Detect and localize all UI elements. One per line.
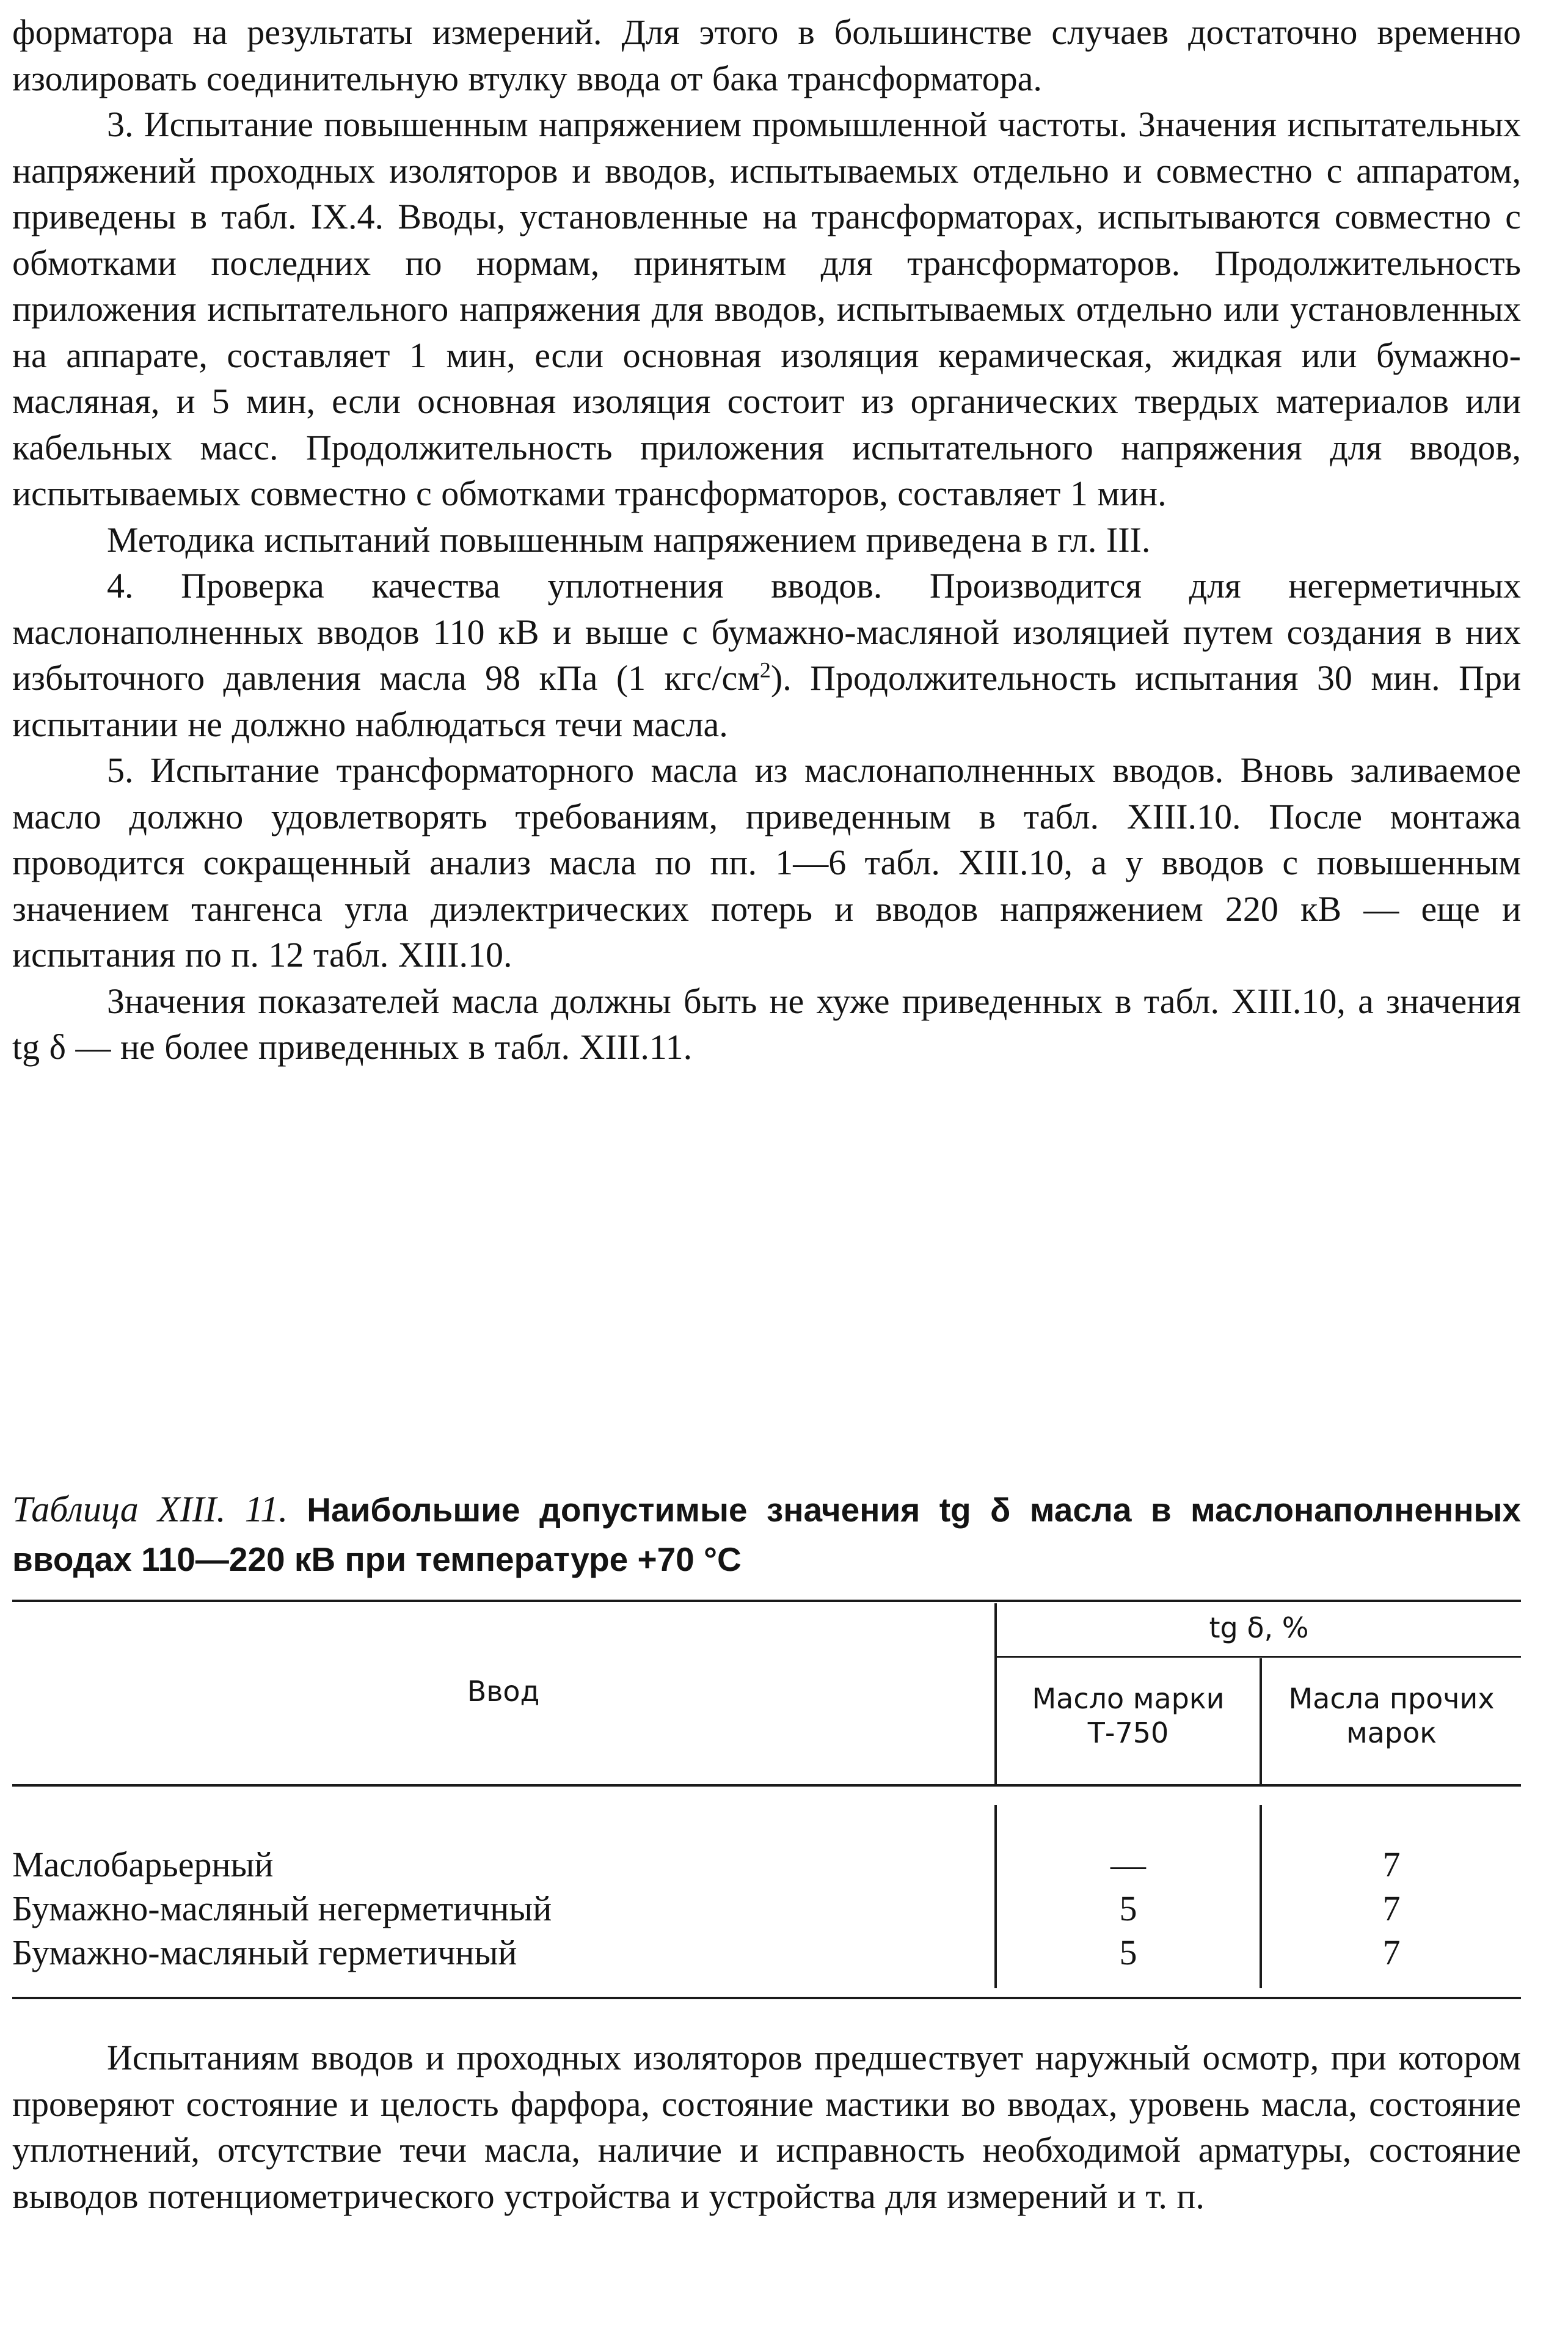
- header-group-tg: tg δ, %: [1209, 1611, 1309, 1644]
- paragraph-item-5: 5. Испытание трансформаторного масла из маслонаполненных вводов. Вновь заливаемое масло должно удовлетворять требованиям, приведенным в табл. XIII.10. После монтажа проводится сокращенный анализ масла по пп. 1—6 табл. XIII.10, а у вводов с повышенным значением тангенса угла диэлектрических потерь и вводов напряжением 220 кВ — еще и испытания по п. 12 табл. XIII.10.: [12, 750, 1521, 975]
- table-row: [12, 1931, 1521, 1975]
- table-row: [12, 1843, 1521, 1887]
- superscript-exponent: 2: [759, 657, 771, 682]
- row-value-t750: 5: [1119, 1933, 1137, 1972]
- paragraph-item-4-part-b: ). Продолжительность испытания 30 мин. При испытании не должно наблюдаться течи масла.: [12, 658, 1521, 744]
- row-name: Бумажно-масляный герметичный: [12, 1933, 517, 1972]
- paragraph-inspection: Испытаниям вводов и проходных изоляторов предшествует наружный осмотр, при котором проверяют состояние и целость фарфора, состояние мастики во вводах, уровень масла, состояние уплотнений, отсутствие течи масла, наличие и исправность необходимой арматуры, состояние выводов потенциометрического устройства и устройства для измерений и т. п.: [12, 2038, 1521, 2216]
- tg-delta-table: [12, 1600, 1521, 2010]
- paragraph-item-4: [12, 563, 1521, 747]
- row-value-other: 7: [1382, 1933, 1401, 1972]
- table-caption: [12, 1485, 1521, 1584]
- row-value-other: 7: [1382, 1889, 1401, 1928]
- row-value-other: 7: [1382, 1845, 1401, 1884]
- header-col-t750: Масло марки Т-750: [1032, 1682, 1225, 1749]
- table-header-rule: [12, 1784, 1521, 1787]
- row-name: Бумажно-масляный негерметичный: [12, 1889, 552, 1928]
- paragraph-item-4-part-a: 4. Проверка качества уплотнения вводов. Производится для негерметичных маслонаполненных вводов 110 кВ и выше с бумажно-масляной изоляцией путем создания в них избыточного давления масла 98 кПа (1 кгс/см: [12, 566, 1521, 698]
- text-block-top: [12, 9, 1521, 1070]
- table-row: [12, 1887, 1521, 1931]
- text-block-bottom: [12, 2035, 1521, 2219]
- paragraph-continuation: форматора на результаты измерений. Для этого в большинстве случаев достаточно временно изолировать соединительную втулку ввода от бака трансформатора.: [12, 12, 1521, 98]
- table-caption-label: Таблица XIII. 11.: [12, 1489, 288, 1529]
- header-col-name: Ввод: [467, 1675, 540, 1708]
- paragraph-item-3: 3. Испытание повышенным напряжением промышленной частоты. Значения испытательных напряжений проходных изоляторов и вводов, испытываемых отдельно и совместно с аппаратом, приведены в табл. IX.4. Вводы, установленные на трансформаторах, испытываются совместно с обмотками последних по нормам, принятым для трансформаторов. Продолжительность приложения испытательного напряжения для вводов, испытываемых отдельно или установленных на аппарате, составляет 1 мин, если основная изоляция керамическая, жидкая или бумажно-масляная, и 5 мин, если основная изоляция состоит из органических твердых материалов или кабельных масс. Продолжительность приложения испытательного напряжения для вводов, испытываемых совместно с обмотками трансформаторов, составляет 1 мин.: [12, 104, 1521, 513]
- document-page: [12, 0, 1521, 2331]
- row-value-t750: 5: [1119, 1889, 1137, 1928]
- row-name: Маслобарьерный: [12, 1845, 274, 1884]
- row-value-t750: —: [1110, 1845, 1146, 1884]
- table-bottom-rule: [12, 1997, 1521, 1999]
- paragraph-method: Методика испытаний повышенным напряжением приведена в гл. III.: [107, 519, 1151, 560]
- header-col-other: Масла прочих марок: [1288, 1682, 1495, 1749]
- paragraph-values: Значения показателей масла должны быть не хуже приведенных в табл. XIII.10, а значения tg δ — не более приведенных в табл. XIII.11.: [12, 981, 1521, 1067]
- table-top-rule: [12, 1600, 1521, 1602]
- table-caption-title: Наибольшие допустимые значения tg δ масла в маслонаполненных вводах 110—220 кВ при температуре +70 °C: [12, 1491, 1522, 1578]
- table-group-rule: [997, 1656, 1521, 1658]
